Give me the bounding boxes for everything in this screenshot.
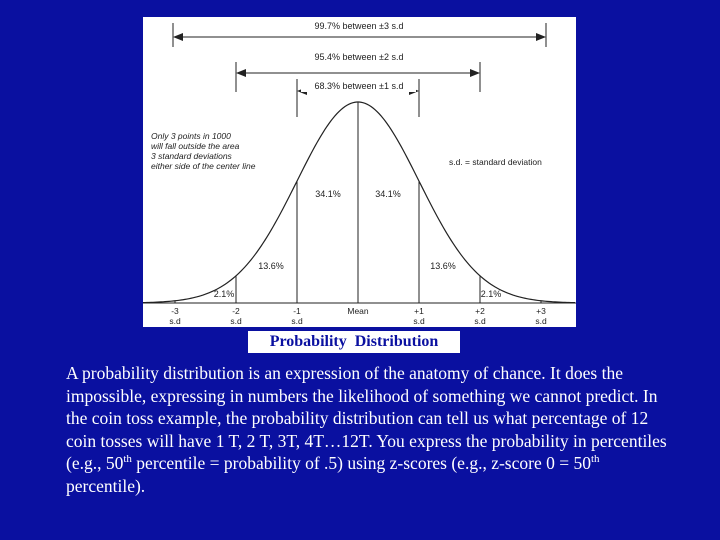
region-label-mid-left: 13.6% <box>258 261 284 271</box>
tick-sublabel: s.d <box>169 316 181 326</box>
body-paragraph <box>66 362 676 497</box>
note-line: 3 standard deviations <box>151 151 232 161</box>
range-label-1sd: 68.3% between ±1 s.d <box>314 81 404 91</box>
region-label-inner-right: 34.1% <box>375 189 401 199</box>
note-line: Only 3 points in 1000 <box>151 131 231 141</box>
normal-distribution-figure <box>143 17 576 327</box>
tick-label: +2 <box>475 306 485 316</box>
body-text-part: percentile). <box>66 475 146 496</box>
tick-label: -2 <box>232 306 240 316</box>
figure-caption: Probability Distribution <box>248 331 460 353</box>
note-line: either side of the center line <box>151 161 256 171</box>
region-label-inner-left: 34.1% <box>315 189 341 199</box>
body-text-part: percentile = probability of .5) using z-scores (e.g., z-score 0 = 50 <box>131 453 591 473</box>
tick-sublabel: s.d <box>413 316 425 326</box>
arrow-left-icon <box>173 33 183 41</box>
tick-label: Mean <box>347 306 369 316</box>
region-label-outer-right: 2.1% <box>480 289 502 299</box>
body-text-part: A probability distribution is an expression of the anatomy of chance. It does the impossible, expressing in numbers the likelihood of something we cannot predict. In the coin toss example, the probability distribution can tell us what percentage of 12 coin tosses will have 1 T, 2 T, 3T, 4T…12T. You express the probability in percentiles (e.g., 50 <box>66 363 667 473</box>
range-label-3sd: 99.7% between ±3 s.d <box>314 21 404 31</box>
tick-sublabel: s.d <box>291 316 303 326</box>
region-label-outer-left: 2.1% <box>213 289 235 299</box>
tick-label: +1 <box>414 306 424 316</box>
tick-label: -1 <box>293 306 301 316</box>
range-99-7 <box>173 19 546 47</box>
ordinal-suffix: th <box>123 453 132 466</box>
axis-tick-labels <box>169 306 547 326</box>
region-label-mid-right: 13.6% <box>430 261 456 271</box>
tick-sublabel: s.d <box>474 316 486 326</box>
tick-sublabel: s.d <box>535 316 547 326</box>
tick-label: -3 <box>171 306 179 316</box>
tick-sublabel: s.d <box>230 316 242 326</box>
bell-curve-diagram <box>143 17 576 327</box>
arrow-right-icon <box>536 33 546 41</box>
outlier-note <box>151 131 256 171</box>
arrow-left-icon <box>236 69 246 77</box>
sd-legend: s.d. = standard deviation <box>449 157 542 167</box>
tick-label: +3 <box>536 306 546 316</box>
ordinal-suffix: th <box>590 453 600 466</box>
note-line: will fall outside the area <box>151 141 240 151</box>
range-label-2sd: 95.4% between ±2 s.d <box>314 52 404 62</box>
arrow-right-icon <box>470 69 480 77</box>
